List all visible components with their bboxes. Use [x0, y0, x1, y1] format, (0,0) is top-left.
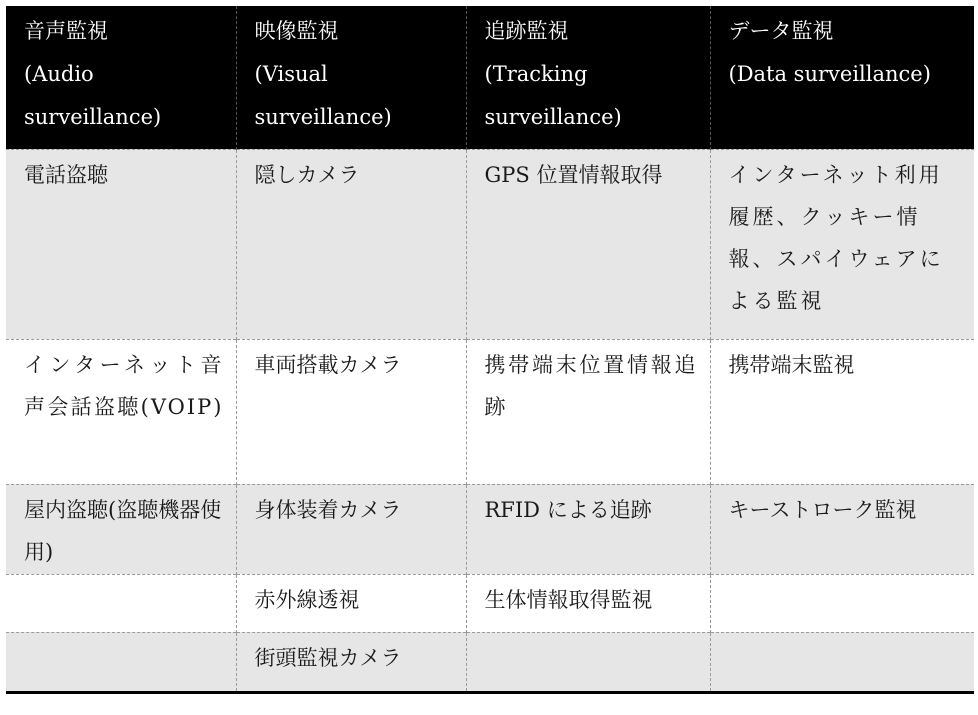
- table-cell: 生体情報取得監視: [466, 574, 710, 632]
- table-cell: インターネット利用履歴、クッキー情報、スパイウェアによる監視: [710, 149, 974, 339]
- table-row: [6, 632, 974, 692]
- header-label-ja: 追跡監視: [484, 19, 569, 43]
- table-cell: 身体装着カメラ: [236, 484, 466, 574]
- table-cell: [6, 632, 236, 692]
- table-cell: 電話盗聴: [6, 149, 236, 339]
- header-label-en: (Visual surveillance): [254, 62, 392, 129]
- table-cell: RFID による追跡: [466, 484, 710, 574]
- table-cell: キーストローク監視: [710, 484, 974, 574]
- header-audio-surveillance: [6, 6, 236, 149]
- header-label-ja: データ監視: [728, 19, 834, 43]
- header-tracking-surveillance: [466, 6, 710, 149]
- header-data-surveillance: [710, 6, 974, 149]
- table-row: [6, 149, 974, 339]
- table-cell: [710, 574, 974, 632]
- table-cell: GPS 位置情報取得: [466, 149, 710, 339]
- table-cell: [710, 632, 974, 692]
- header-label-en: (Tracking surveillance): [484, 62, 622, 129]
- table-cell: [6, 574, 236, 632]
- surveillance-types-table: [6, 6, 974, 694]
- table-cell: 携帯端末監視: [710, 339, 974, 484]
- table-cell: 車両搭載カメラ: [236, 339, 466, 484]
- table-row: [6, 574, 974, 632]
- header-label-en: (Data surveillance): [728, 62, 931, 86]
- header-label-ja: 映像監視: [254, 19, 339, 43]
- table-header: [6, 6, 974, 149]
- header-label-en: (Audio surveillance): [24, 62, 162, 129]
- table-cell: 隠しカメラ: [236, 149, 466, 339]
- table-cell: 屋内盗聴(盗聴機器使用): [6, 484, 236, 574]
- table-cell: 携帯端末位置情報追跡: [466, 339, 710, 484]
- table-cell: [466, 632, 710, 692]
- header-row: [6, 6, 974, 149]
- table-cell: 赤外線透視: [236, 574, 466, 632]
- header-visual-surveillance: [236, 6, 466, 149]
- surveillance-table-container: [6, 6, 974, 694]
- header-label-ja: 音声監視: [24, 19, 108, 43]
- table-row: [6, 484, 974, 574]
- table-cell: 街頭監視カメラ: [236, 632, 466, 692]
- table-body: [6, 149, 974, 692]
- table-row: [6, 339, 974, 484]
- table-cell: インターネット音声会話盗聴(VOIP): [6, 339, 236, 484]
